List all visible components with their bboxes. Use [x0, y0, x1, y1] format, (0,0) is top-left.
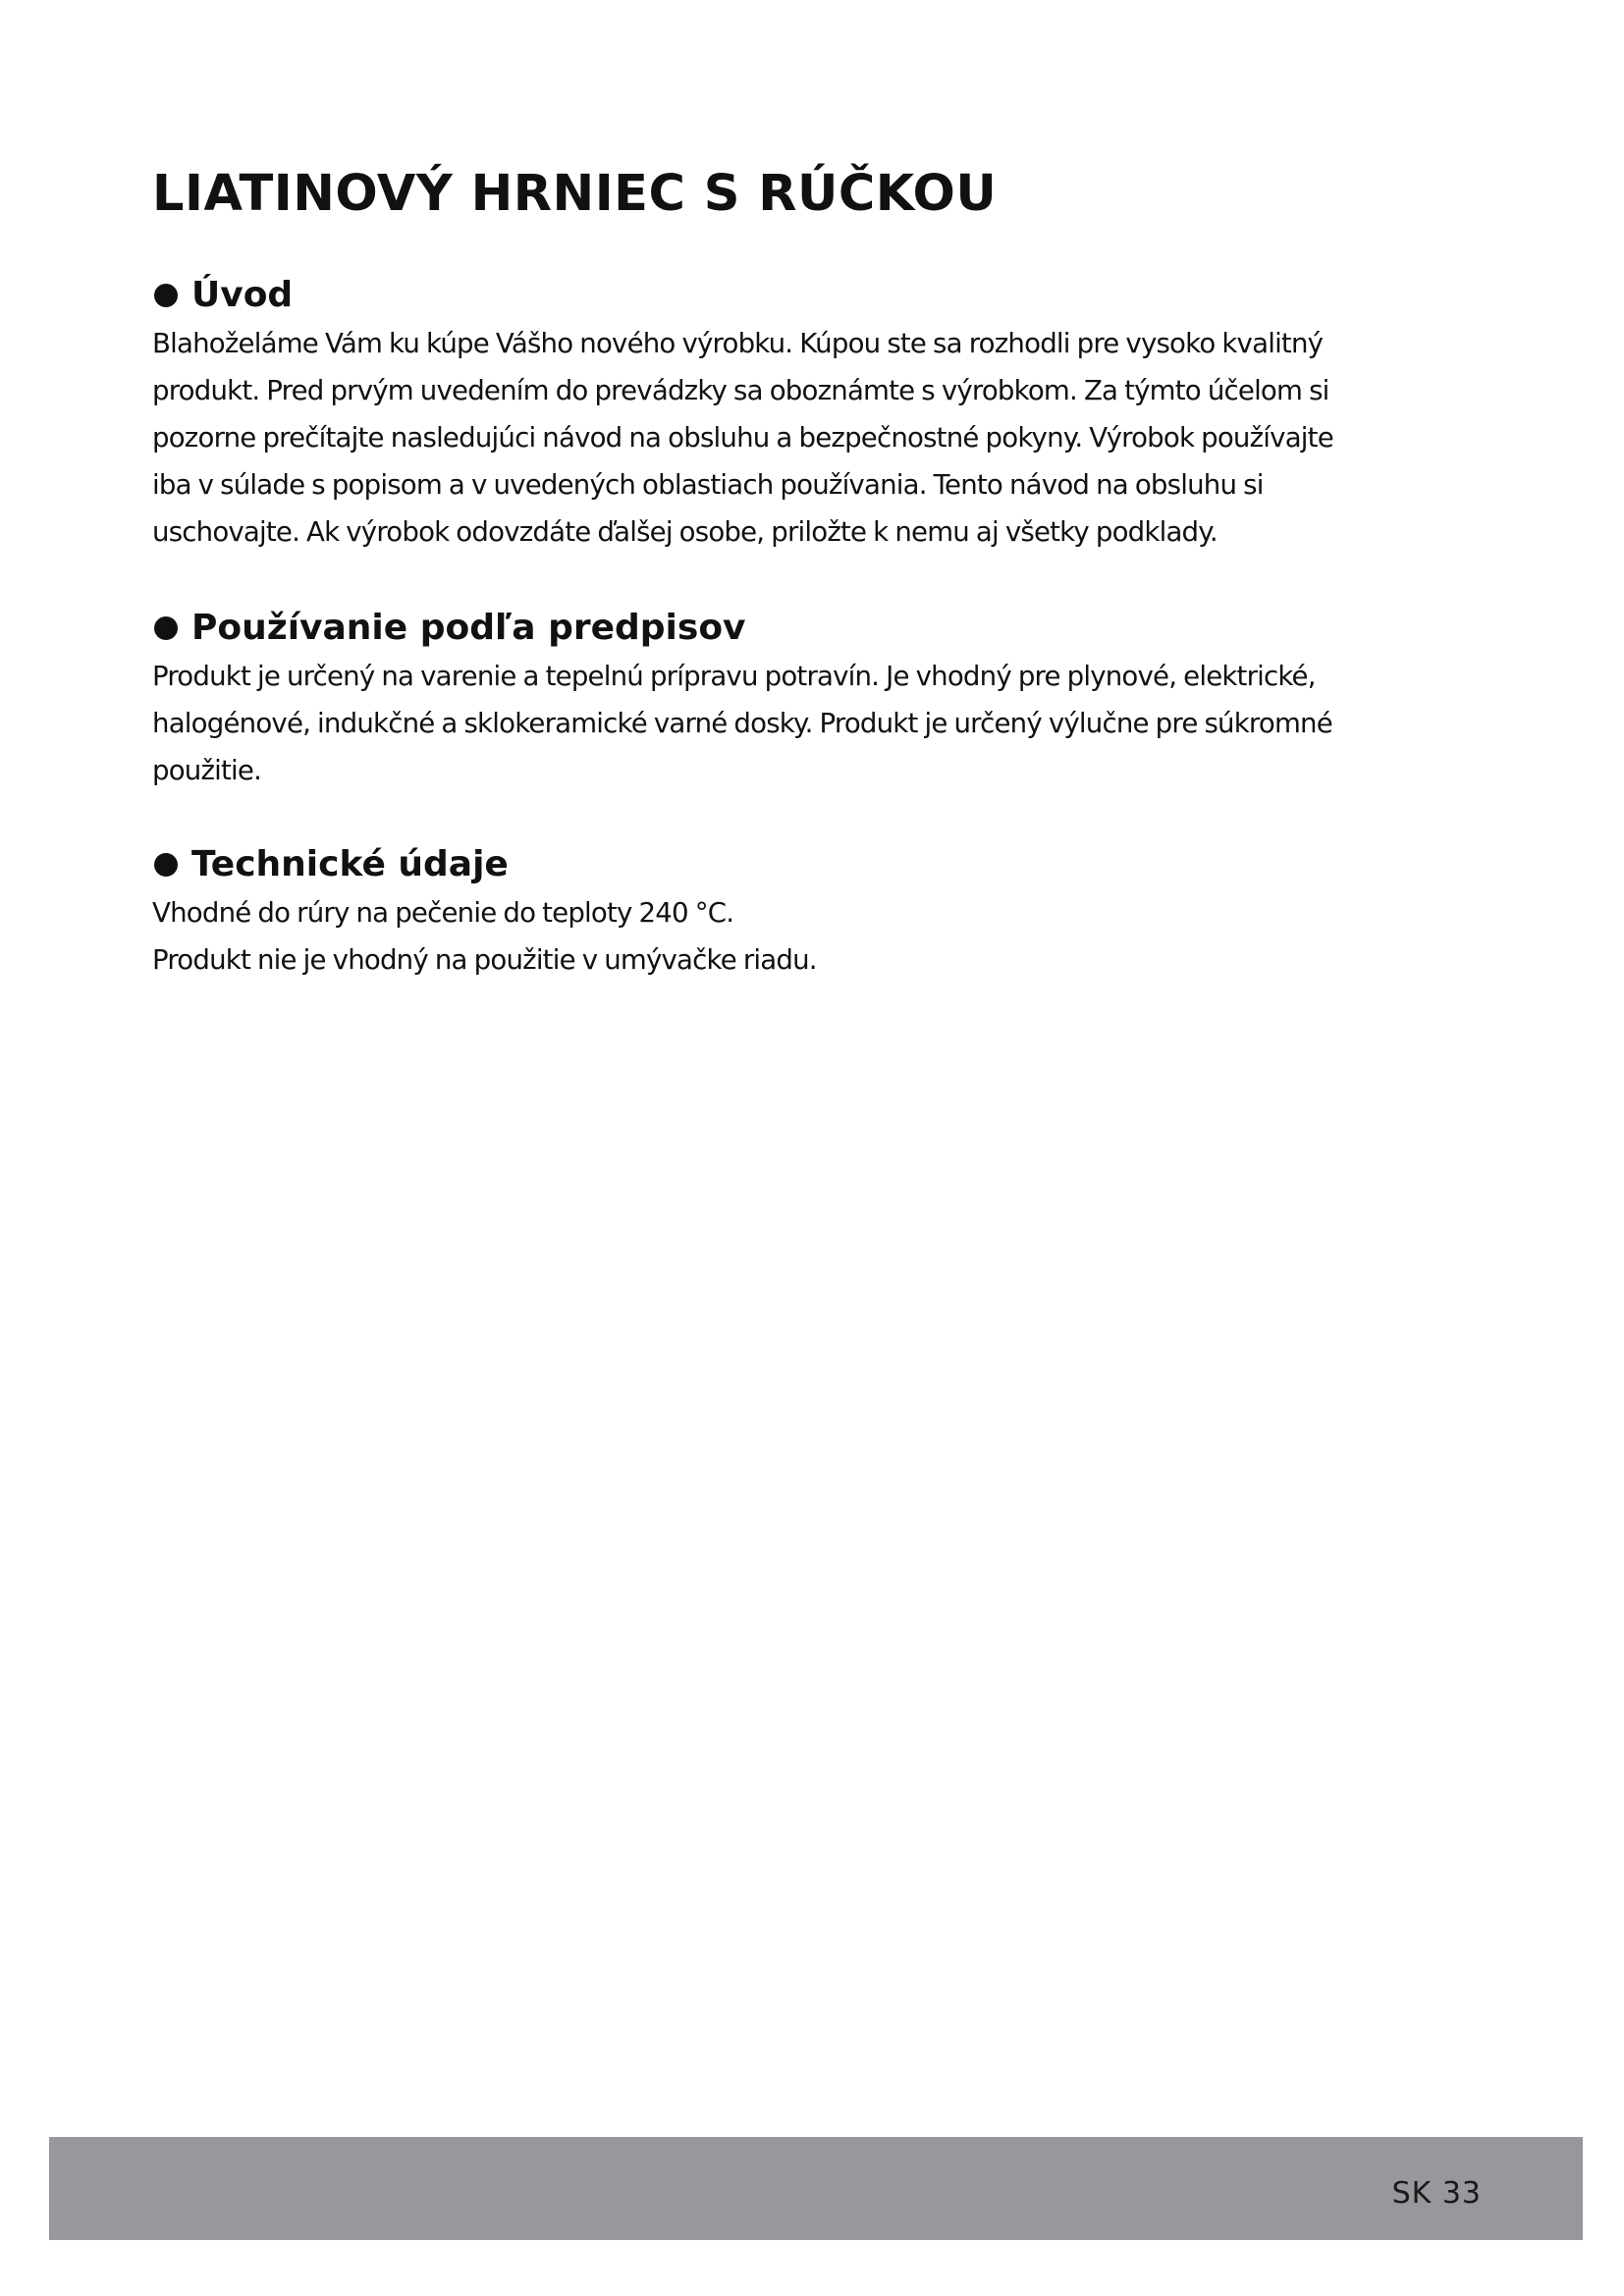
section-body: [152, 889, 1409, 984]
body-line: iba v súlade s popisom a v uvedených oblastiach používania. Tento návod na obsluhu si: [152, 468, 1264, 501]
body-line: produkt. Pred prvým uvedením do prevádzky sa oboznámte s výrobkom. Za týmto účelom si: [152, 374, 1329, 406]
section-heading-text: Používanie podľa predpisov: [191, 608, 746, 648]
section-heading-text: Úvod: [191, 275, 294, 315]
body-line: použitie.: [152, 754, 262, 786]
body-line: Produkt nie je vhodný na použitie v umývačke riadu.: [152, 943, 817, 976]
section-uvod: [152, 273, 1409, 556]
bullet-icon: [154, 616, 178, 640]
section-heading-text: Technické údaje: [191, 844, 509, 884]
page-title: LIATINOVÝ HRNIEC S RÚČKOU: [152, 165, 998, 223]
section-technicke-udaje: [152, 842, 1409, 984]
body-line: halogénové, indukčné a sklokeramické varné dosky. Produkt je určený výlučne pre súkromné: [152, 707, 1332, 739]
section-body: [152, 653, 1409, 794]
bullet-icon: [154, 284, 178, 307]
body-line: pozorne prečítajte nasledujúci návod na obsluhu a bezpečnostné pokyny. Výrobok používajte: [152, 421, 1333, 454]
bullet-icon: [154, 853, 178, 877]
page-number: SK 33: [1391, 2176, 1482, 2211]
section-body: [152, 320, 1409, 556]
footer-bar: [49, 2137, 1583, 2240]
body-line: Blahoželáme Vám ku kúpe Vášho nového výrobku. Kúpou ste sa rozhodli pre vysoko kvalitný: [152, 327, 1324, 359]
section-pouzivanie: [152, 606, 1409, 794]
section-heading: [152, 842, 1409, 887]
body-line: Produkt je určený na varenie a tepelnú prípravu potravín. Je vhodný pre plynové, elektrické,: [152, 660, 1316, 692]
body-line: Vhodné do rúry na pečenie do teploty 240 °C.: [152, 896, 734, 929]
body-line: uschovajte. Ak výrobok odovzdáte ďalšej osobe, priložte k nemu aj všetky podklady.: [152, 515, 1218, 548]
section-heading: [152, 273, 1409, 318]
section-heading: [152, 606, 1409, 651]
